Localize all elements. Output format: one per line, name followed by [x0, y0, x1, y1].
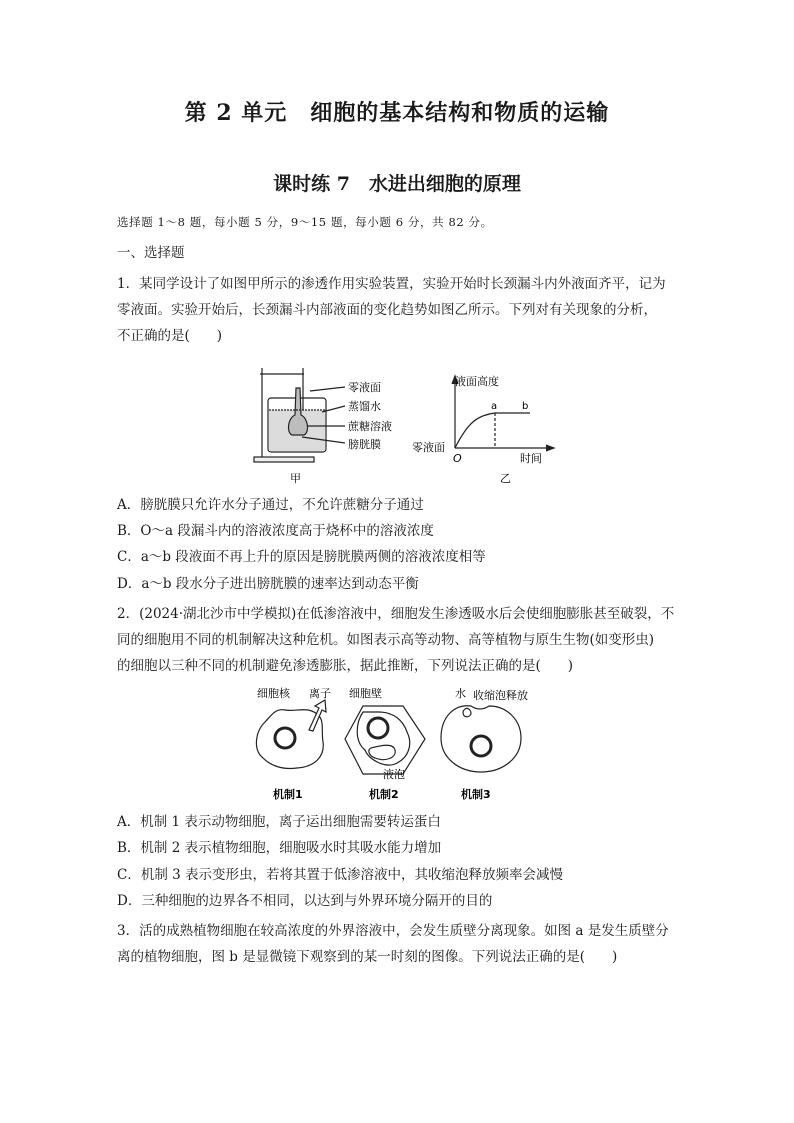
q2-figure	[245, 684, 555, 804]
mechanism-2-cell	[345, 706, 425, 774]
caption-mechanism-3: 机制3	[461, 788, 491, 801]
label-vacuole: 液泡	[383, 768, 405, 781]
caption-mechanism-2: 机制2	[369, 788, 399, 801]
q2-option-d: D．三种细胞的边界各不相同，以达到与外界环境分隔开的目的	[117, 893, 493, 909]
label-sucrose-solution: 蔗糖溶液	[348, 420, 392, 433]
axis-label-height: 液面高度	[455, 375, 499, 388]
mechanism-3-cell	[441, 706, 521, 772]
instructions: 选择题 1～8 题，每小题 5 分，9～15 题，每小题 6 分，共 82 分。	[117, 215, 493, 229]
q1-figure	[250, 360, 560, 490]
point-b: b	[522, 401, 529, 412]
q1-stem-line-1: 1．某同学设计了如图甲所示的渗透作用实验装置，实验开始时长颈漏斗内外液面齐平，记为	[117, 276, 666, 292]
unit-title: 第 2 单元 细胞的基本结构和物质的运输	[184, 100, 610, 126]
q2-stem-line-2: 同的细胞用不同的机制解决这种危机。如图表示高等动物、高等植物与原生生物(如变形虫)	[117, 632, 655, 648]
label-bladder-membrane: 膀胱膜	[348, 438, 381, 451]
q2-option-c: C．机制 3 表示变形虫，若将其置于低渗溶液中，其收缩泡释放频率会减慢	[117, 867, 564, 883]
q3-stem-line-2: 离的植物细胞，图 b 是显微镜下观察到的某一时刻的图像。下列说法正确的是( )	[117, 949, 618, 965]
axis-label-time: 时间	[520, 452, 542, 465]
q1-option-b: B．O～a 段漏斗内的溶液浓度高于烧杯中的溶液浓度	[117, 523, 434, 539]
label-nucleus: 细胞核	[257, 687, 290, 700]
caption-jia: 甲	[290, 472, 301, 485]
lesson-title: 课时练 7 水进出细胞的原理	[273, 173, 521, 195]
q2-stem-line-3: 的细胞以三种不同的机制避免渗透膨胀，据此推断，下列说法正确的是( )	[117, 658, 574, 674]
q1-option-d: D．a～b 段水分子进出膀胱膜的速率达到动态平衡	[117, 576, 419, 592]
mechanism-1-cell	[256, 700, 326, 769]
q2-stem-line-1: 2．(2024·湖北沙市中学模拟)在低渗溶液中，细胞发生渗透吸水后会使细胞膨胀甚至破裂，不	[117, 606, 675, 622]
label-distilled-water: 蒸馏水	[348, 400, 381, 413]
label-ion: 离子	[309, 687, 331, 700]
label-water: 水	[455, 687, 466, 700]
label-zero-level: 零液面	[348, 381, 381, 394]
q1-option-c: C．a～b 段液面不再上升的原因是膀胱膜两侧的溶液浓度相等	[117, 549, 486, 565]
q3-stem-line-1: 3．活的成熟植物细胞在较高浓度的外界溶液中，会发生质壁分离现象。如图 a 是发生质壁分	[117, 923, 669, 939]
q1-stem-line-2: 零液面。实验开始后，长颈漏斗内部液面的变化趋势如图乙所示。下列对有关现象的分析，	[117, 302, 657, 318]
section-heading: 一、选择题	[117, 245, 185, 261]
q1-stem-line-3: 不正确的是( )	[117, 328, 223, 344]
label-zero-level-graph: 零液面	[412, 441, 445, 454]
q2-option-b: B．机制 2 表示植物细胞，细胞吸水时其吸水能力增加	[117, 840, 442, 856]
caption-mechanism-1: 机制1	[273, 788, 303, 801]
label-contractile-vacuole: 收缩泡释放	[473, 689, 528, 702]
osmosis-apparatus-diagram	[254, 368, 345, 462]
caption-yi: 乙	[500, 472, 511, 485]
q1-option-a: A．膀胱膜只允许水分子通过，不允许蔗糖分子通过	[117, 497, 424, 513]
label-cell-wall: 细胞壁	[349, 687, 382, 700]
point-a: a	[491, 401, 498, 412]
origin-o: O	[453, 452, 462, 465]
q2-option-a: A．机制 1 表示动物细胞，离子运出细胞需要转运蛋白	[117, 814, 441, 830]
